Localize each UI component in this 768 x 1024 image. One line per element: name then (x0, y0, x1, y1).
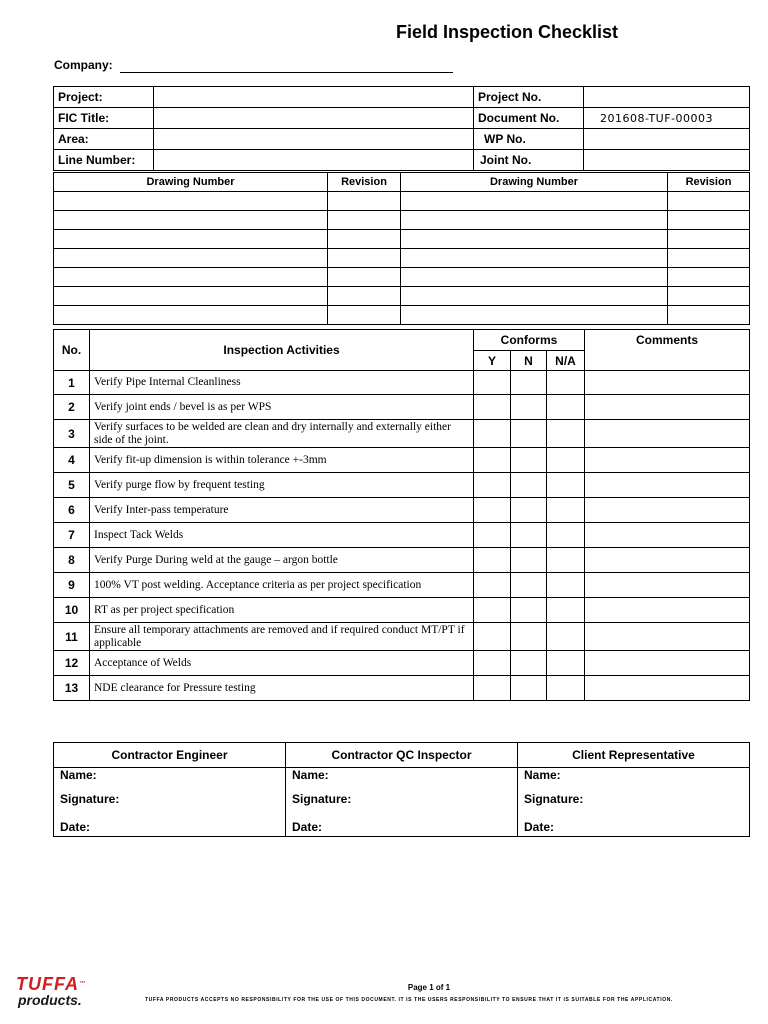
drawing-cell[interactable] (54, 306, 328, 325)
yes-header: Y (474, 351, 511, 371)
comments-cell[interactable] (585, 548, 750, 573)
drawing-row (54, 211, 750, 230)
na-header: N/A (547, 351, 585, 371)
conform-na-cell[interactable] (547, 651, 585, 676)
page-title: Field Inspection Checklist (396, 22, 619, 42)
conform-na-cell[interactable] (547, 523, 585, 548)
revision-cell[interactable] (668, 268, 750, 287)
activity-number: 11 (54, 623, 90, 651)
conform-yes-cell[interactable] (474, 473, 511, 498)
comments-cell[interactable] (585, 573, 750, 598)
activity-description: Verify surfaces to be welded are clean and dry internally and externally either side of the joint. (90, 420, 474, 448)
drawing-cell[interactable] (401, 211, 668, 230)
revision-cell[interactable] (668, 211, 750, 230)
conform-no-cell[interactable] (511, 573, 547, 598)
activity-row (54, 676, 750, 701)
activity-number: 4 (54, 448, 90, 473)
drawing-table (53, 172, 750, 325)
revision-cell[interactable] (668, 249, 750, 268)
drawing-cell[interactable] (54, 211, 328, 230)
activity-number: 1 (54, 371, 90, 395)
conform-yes-cell[interactable] (474, 395, 511, 420)
drawing-cell[interactable] (54, 230, 328, 249)
drawing-cell[interactable] (54, 249, 328, 268)
client-rep-header: Client Representative (518, 743, 750, 768)
client-rep-signoff[interactable] (518, 768, 750, 837)
conform-na-cell[interactable] (547, 448, 585, 473)
signature-label: Signature: (524, 792, 584, 806)
signoff-table (53, 742, 750, 837)
comments-cell[interactable] (585, 523, 750, 548)
logo-trademark: ™ (79, 981, 86, 987)
signature-label: Signature: (60, 792, 120, 806)
activity-number: 5 (54, 473, 90, 498)
activity-row (54, 473, 750, 498)
fic-title-field[interactable] (154, 108, 474, 129)
date-label: Date: (524, 820, 555, 834)
activity-description: Verify Pipe Internal Cleanliness (90, 371, 474, 395)
activity-number: 6 (54, 498, 90, 523)
conform-yes-cell[interactable] (474, 676, 511, 701)
wp-no-label: WP No. (474, 129, 584, 150)
project-no-field[interactable] (584, 87, 750, 108)
date-label: Date: (60, 820, 91, 834)
drawing-number-header: Drawing Number (401, 173, 668, 192)
conform-no-cell[interactable] (511, 420, 547, 448)
wp-no-field[interactable] (584, 129, 750, 150)
activity-number: 3 (54, 420, 90, 448)
drawing-cell[interactable] (401, 287, 668, 306)
conform-yes-cell[interactable] (474, 623, 511, 651)
conform-yes-cell[interactable] (474, 498, 511, 523)
conform-no-cell[interactable] (511, 523, 547, 548)
drawing-cell[interactable] (401, 230, 668, 249)
drawing-cell[interactable] (401, 306, 668, 325)
drawing-cell[interactable] (54, 287, 328, 306)
conforms-header: Conforms (474, 330, 585, 351)
conform-yes-cell[interactable] (474, 548, 511, 573)
activity-number: 9 (54, 573, 90, 598)
activity-row (54, 395, 750, 420)
name-label: Name: (292, 768, 329, 782)
activity-row (54, 448, 750, 473)
activity-description: Ensure all temporary attachments are removed and if required conduct MT/PT if applicable (90, 623, 474, 651)
activity-description: Verify Inter-pass temperature (90, 498, 474, 523)
drawing-cell[interactable] (401, 192, 668, 211)
contractor-engineer-signoff[interactable] (54, 768, 286, 837)
conform-no-cell[interactable] (511, 598, 547, 623)
activity-row (54, 623, 750, 651)
revision-header: Revision (328, 173, 401, 192)
comments-cell[interactable] (585, 676, 750, 701)
comments-header-spacer (585, 351, 750, 371)
revision-header: Revision (668, 173, 750, 192)
activity-description: Verify purge flow by frequent testing (90, 473, 474, 498)
comments-cell[interactable] (585, 623, 750, 651)
drawing-row (54, 230, 750, 249)
conform-yes-cell[interactable] (474, 573, 511, 598)
activity-description: RT as per project specification (90, 598, 474, 623)
joint-no-field[interactable] (584, 150, 750, 171)
conform-na-cell[interactable] (547, 395, 585, 420)
conform-na-cell[interactable] (547, 548, 585, 573)
conform-na-cell[interactable] (547, 498, 585, 523)
activities-header: Inspection Activities (90, 330, 474, 371)
conform-na-cell[interactable] (547, 371, 585, 395)
drawing-cell[interactable] (401, 249, 668, 268)
header-table (53, 86, 750, 171)
inspection-activities-table (53, 329, 750, 701)
conform-no-cell[interactable] (511, 651, 547, 676)
conform-na-cell[interactable] (547, 420, 585, 448)
activity-number: 13 (54, 676, 90, 701)
drawing-number-header: Drawing Number (54, 173, 328, 192)
area-field[interactable] (154, 129, 474, 150)
conform-no-cell[interactable] (511, 371, 547, 395)
activity-row (54, 548, 750, 573)
conform-yes-cell[interactable] (474, 523, 511, 548)
activity-description: Inspect Tack Welds (90, 523, 474, 548)
activity-number: 8 (54, 548, 90, 573)
document-no-label: Document No. (474, 108, 584, 129)
conform-no-cell[interactable] (511, 473, 547, 498)
conform-yes-cell[interactable] (474, 651, 511, 676)
activity-row (54, 573, 750, 598)
name-label: Name: (524, 768, 561, 782)
drawing-row (54, 306, 750, 325)
comments-cell[interactable] (585, 598, 750, 623)
conform-yes-cell[interactable] (474, 598, 511, 623)
revision-cell[interactable] (328, 249, 401, 268)
activity-row (54, 523, 750, 548)
revision-cell[interactable] (328, 192, 401, 211)
line-number-label: Line Number: (54, 150, 154, 171)
drawing-row (54, 192, 750, 211)
conform-no-cell[interactable] (511, 395, 547, 420)
activity-number: 12 (54, 651, 90, 676)
activity-description: 100% VT post welding. Acceptance criteria as per project specification (90, 573, 474, 598)
activity-description: Acceptance of Welds (90, 651, 474, 676)
fic-title-label: FIC Title: (54, 108, 154, 129)
activity-description: NDE clearance for Pressure testing (90, 676, 474, 701)
area-label: Area: (54, 129, 154, 150)
revision-cell[interactable] (668, 287, 750, 306)
revision-cell[interactable] (668, 192, 750, 211)
activity-number: 10 (54, 598, 90, 623)
revision-cell[interactable] (328, 306, 401, 325)
conform-na-cell[interactable] (547, 573, 585, 598)
no-conform-header: N (511, 351, 547, 371)
activity-row (54, 651, 750, 676)
line-number-field[interactable] (154, 150, 474, 171)
company-field[interactable] (120, 72, 453, 73)
disclaimer: TUFFA PRODUCTS ACCEPTS NO RESPONSIBILITY FOR THE USE OF THIS DOCUMENT. IT IS THE USERS RESPONSIBILITY TO ENSURE THAT IT IS SUITABLE FOR THE APPLICATION. (145, 997, 673, 1003)
name-label: Name: (60, 768, 97, 782)
drawing-cell[interactable] (54, 268, 328, 287)
conform-yes-cell[interactable] (474, 420, 511, 448)
conform-na-cell[interactable] (547, 598, 585, 623)
activity-description: Verify Purge During weld at the gauge – argon bottle (90, 548, 474, 573)
comments-cell[interactable] (585, 498, 750, 523)
drawing-cell[interactable] (401, 268, 668, 287)
project-field[interactable] (154, 87, 474, 108)
activity-row (54, 498, 750, 523)
conform-na-cell[interactable] (547, 623, 585, 651)
comments-cell[interactable] (585, 473, 750, 498)
conform-yes-cell[interactable] (474, 371, 511, 395)
comments-cell[interactable] (585, 420, 750, 448)
activity-description: Verify fit-up dimension is within tolerance +-3mm (90, 448, 474, 473)
revision-cell[interactable] (668, 306, 750, 325)
activity-number: 7 (54, 523, 90, 548)
activity-description: Verify joint ends / bevel is as per WPS (90, 395, 474, 420)
activity-row (54, 420, 750, 448)
document-no-value: 201608-TUF-00003 (584, 108, 750, 129)
drawing-row (54, 287, 750, 306)
contractor-engineer-header: Contractor Engineer (54, 743, 286, 768)
no-header: No. (54, 330, 90, 371)
page-number: Page 1 of 1 (407, 983, 451, 992)
contractor-qc-signoff[interactable] (286, 768, 518, 837)
conform-no-cell[interactable] (511, 623, 547, 651)
comments-cell[interactable] (585, 448, 750, 473)
logo-bottom-text: products. (18, 992, 82, 1008)
revision-cell[interactable] (328, 230, 401, 249)
conform-no-cell[interactable] (511, 498, 547, 523)
joint-no-label: Joint No. (474, 150, 584, 171)
activity-number: 2 (54, 395, 90, 420)
activity-row (54, 371, 750, 395)
comments-cell[interactable] (585, 395, 750, 420)
conform-yes-cell[interactable] (474, 448, 511, 473)
revision-cell[interactable] (328, 211, 401, 230)
comments-header: Comments (585, 330, 750, 351)
comments-cell[interactable] (585, 651, 750, 676)
drawing-cell[interactable] (54, 192, 328, 211)
project-no-label: Project No. (474, 87, 584, 108)
conform-no-cell[interactable] (511, 448, 547, 473)
logo-top-text: TUFFA (16, 974, 79, 994)
conform-no-cell[interactable] (511, 548, 547, 573)
activity-row (54, 598, 750, 623)
conform-na-cell[interactable] (547, 676, 585, 701)
project-label: Project: (54, 87, 154, 108)
drawing-row (54, 268, 750, 287)
company-label: Company: (54, 58, 113, 72)
contractor-qc-header: Contractor QC Inspector (286, 743, 518, 768)
signature-label: Signature: (292, 792, 352, 806)
revision-cell[interactable] (328, 287, 401, 306)
date-label: Date: (292, 820, 323, 834)
revision-cell[interactable] (668, 230, 750, 249)
conform-na-cell[interactable] (547, 473, 585, 498)
comments-cell[interactable] (585, 371, 750, 395)
drawing-row (54, 249, 750, 268)
revision-cell[interactable] (328, 268, 401, 287)
conform-no-cell[interactable] (511, 676, 547, 701)
